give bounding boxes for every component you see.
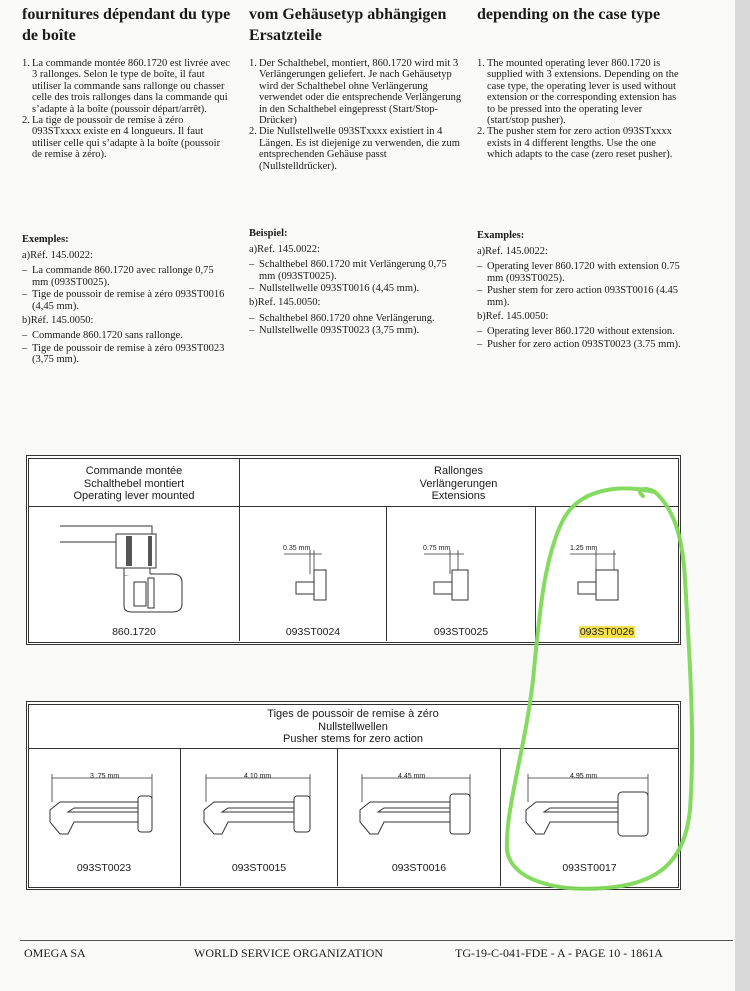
stem-drawing-2 [198, 772, 323, 842]
stem-dim-2: 4.10 mm [244, 773, 272, 780]
examples-de: Beispiel: a)Ref. 145.0022: – Schalthebel 860.1720 mit Verlängerung 0,75 mm (093ST0025). – Nullstellwelle 093ST0016 (4,45 mm). b)Ref. 145.0050: – Schalthebel 860.1720 ohne Verlängerung. – Nullstellwelle 093ST0023 (3,75 mm). [249, 228, 464, 338]
lever-ref: 860.1720 [112, 626, 156, 638]
stem-ref-1: 093ST0023 [76, 862, 132, 874]
extension-dim-2: 0.75 mm [423, 545, 451, 552]
text-column-fr: 1. La commande montée 860.1720 est livrée avec 3 rallonges. Selon le type de boîte, il faut utiliser la commande sans rallonge ou chasser celle des trois rallonges dans la commande qui s’adapte à la boîte (poussoir départ/arrêt). 2. La tige de poussoir de remise à zéro 093STxxxx existe en 4 longueurs. Il faut utiliser celle qui s’adapte à la boîte (poussoir de remise à zéro). [22, 58, 232, 161]
extension-ref-3: 093ST0026 [579, 626, 635, 638]
examples-fr-b: b)Réf. 145.0050: [22, 314, 94, 326]
extensions-header-fr: Rallonges [434, 465, 483, 477]
examples-de-a1: Schalthebel 860.1720 mit Verlängerung 0,75 mm (093ST0025). [259, 259, 447, 282]
stem-drawing-1 [44, 772, 164, 842]
extension-dim-3: 1.25 mm [570, 545, 598, 552]
footer-left: OMEGA SA [24, 946, 86, 960]
stems-header-fr: Tiges de poussoir de remise à zéro [267, 708, 439, 720]
text-fr-item1: La commande montée 860.1720 est livrée avec 3 rallonges. Selon le type de boîte, il faut utiliser la commande sans rallonge ou chasser celle des trois rallonges dans la commande qui s’adapte à la boîte (poussoir départ/arrêt). [32, 58, 230, 115]
table1-lever-header [29, 465, 239, 503]
examples-en-b1: Operating lever 860.1720 without extension. [487, 326, 675, 338]
stems-header-de: Nullstellwellen [318, 720, 388, 733]
extension-ref-2: 093ST0025 [433, 626, 489, 638]
text-column-de: 1. Der Schalthebel, montiert, 860.1720 wird mit 3 Verlängerungen geliefert. Je nach Gehäusetyp wird der Schalthebel ohne Verlängerung verwendet oder die entsprechende Verlängerung in den Schalthebel eingepresst (Start/Stop-Drücker) 2. Die Nullstellwelle 093STxxxx existiert in 4 Längen. Es ist diejenige zu verwenden, die zum entsprechenden Gehäuse passt (Nullstelldrücker). [249, 58, 464, 172]
examples-de-b: b)Ref. 145.0050: [249, 296, 321, 308]
header-de-line1: vom Gehäusetyp abhängigen [249, 6, 447, 23]
stem-ref-3: 093ST0016 [391, 862, 447, 874]
text-column-en: 1. The mounted operating lever 860.1720 is supplied with 3 extensions. Depending on the case type, the operating lever is used without extension or the corresponding extension has to be pressed into the operating lever (start/stop pusher). 2. The pusher stem for zero action 093STxxxx exists in 4 different lengths. Use the one which adapts to the case (zero reset pusher). [477, 58, 682, 161]
examples-fr-title: Exemples: [22, 234, 69, 245]
examples-fr-a: a)Réf. 145.0022: [22, 249, 93, 261]
table1-divider-2 [386, 506, 387, 641]
footer-rule [20, 940, 733, 941]
header-fr-line1: fournitures dépendant du type [22, 6, 231, 23]
examples-fr-b1: Commande 860.1720 sans rallonge. [32, 330, 183, 342]
examples-en-a: a)Ref. 145.0022: [477, 245, 548, 257]
examples-en-b: b)Ref. 145.0050: [477, 310, 549, 322]
examples-fr-a1: La commande 860.1720 avec rallonge 0,75 mm (093ST0025). [32, 265, 214, 288]
stem-dim-1: 3 .75 mm [90, 773, 120, 780]
extension-drawing-1 [280, 544, 350, 606]
examples-de-a: a)Ref. 145.0022: [249, 243, 320, 255]
extensions-header-en: Extensions [431, 490, 486, 502]
operating-lever-drawing [60, 512, 200, 617]
stems-header-en: Pusher stems for zero action [282, 733, 423, 745]
examples-en-a1: Operating lever 860.1720 with extension 0.75 mm (093ST0025). [487, 261, 680, 284]
examples-de-b1: Schalthebel 860.1720 ohne Verlängerung. [259, 312, 435, 324]
examples-fr: Exemples: a)Réf. 145.0022: – La commande 860.1720 avec rallonge 0,75 mm (093ST0025). – Tige de poussoir de remise à zéro 093ST0016 (4,45 mm). b)Réf. 145.0050: – Commande 860.1720 sans rallonge. – Tige de poussoir de remise à zéro 093ST0023 (3,75 mm). [22, 234, 232, 367]
examples-en-title: Examples: [477, 230, 525, 241]
header-fr-line2: de boîte [22, 27, 76, 44]
footer-center: WORLD SERVICE ORGANIZATION [194, 946, 384, 960]
header-de [249, 4, 446, 46]
stem-dim-4: 4.95 mm [570, 773, 598, 780]
text-de-item2: Die Nullstellwelle 093STxxxx existiert in 4 Längen. Es ist diejenige zu verwenden, die zum entsprechenden Gehäuse passt (Nullstelldrücker). [259, 126, 460, 172]
header-en [477, 4, 660, 25]
examples-de-b2: Nullstellwelle 093ST0023 (3,75 mm). [259, 325, 420, 337]
stem-ref-4: 093ST0017 [562, 862, 617, 874]
text-fr-item2: La tige de poussoir de remise à zéro 093STxxxx existe en 4 longueurs. Il faut utiliser celle qui s’adapte à la boîte (poussoir de remise à zéro). [32, 115, 221, 161]
header-fr [22, 4, 230, 46]
examples-en-a2: Pusher stem for zero action 093ST0016 (4.45 mm). [487, 285, 679, 308]
text-de-item1: Der Schalthebel, montiert, 860.1720 wird mit 3 Verlängerungen geliefert. Je nach Gehäusetyp wird der Schalthebel ohne Verlängerung verwendet oder die entsprechende Verlängerung in den Schalthebel eingepresst (Start/Stop-Drücker) [259, 58, 462, 127]
header-en-line1: depending on the case type [477, 6, 661, 23]
examples-de-title: Beispiel: [249, 228, 288, 239]
text-en-item2: The pusher stem for zero action 093STxxxx exists in 4 different lengths. Use the one which adapts to the case (zero reset pusher). [487, 126, 673, 161]
green-circle-annotation [485, 480, 700, 900]
header-de-line2: Ersatzteile [249, 27, 322, 44]
examples-en-b2: Pusher for zero action 093ST0023 (3.75 mm). [487, 338, 681, 350]
examples-fr-a2: Tige de poussoir de remise à zéro 093ST0016 (4,45 mm). [32, 289, 225, 312]
extension-dim-1: 0.35 mm [283, 545, 311, 552]
lever-header-en: Operating lever mounted [73, 490, 195, 502]
examples-en: Examples: a)Ref. 145.0022: – Operating lever 860.1720 with extension 0.75 mm (093ST0025). – Pusher stem for zero action 093ST0016 (4.45 mm). b)Ref. 145.0050: – Operating lever 860.1720 without extension. – Pusher for zero action 093ST0023 (3.75 mm). [477, 230, 681, 350]
examples-fr-b2: Tige de poussoir de remise à zéro 093ST0023 (3,75 mm). [32, 342, 225, 366]
stem-ref-2: 093ST0015 [231, 862, 287, 874]
lever-header-de: Schalthebel montiert [83, 477, 185, 490]
stem-dim-3: 4.45 mm [398, 773, 426, 780]
footer-right: TG-19-C-041-FDE - A - PAGE 10 - 1861A [455, 946, 663, 960]
extension-drawing-2 [420, 544, 490, 606]
page-edge [735, 0, 750, 991]
extension-ref-1: 093ST0024 [285, 626, 341, 638]
stem-drawing-3 [354, 772, 484, 842]
lever-header-fr: Commande montée [85, 465, 183, 477]
text-en-item1: The mounted operating lever 860.1720 is supplied with 3 extensions. Depending on the case type, the operating lever is used without extension or the corresponding extension has to be pressed into the operating lever (start/stop pusher). [487, 58, 679, 127]
examples-de-a2: Nullstellwelle 093ST0016 (4,45 mm). [259, 283, 420, 295]
extensions-header-de: Verlängerungen [419, 477, 498, 490]
